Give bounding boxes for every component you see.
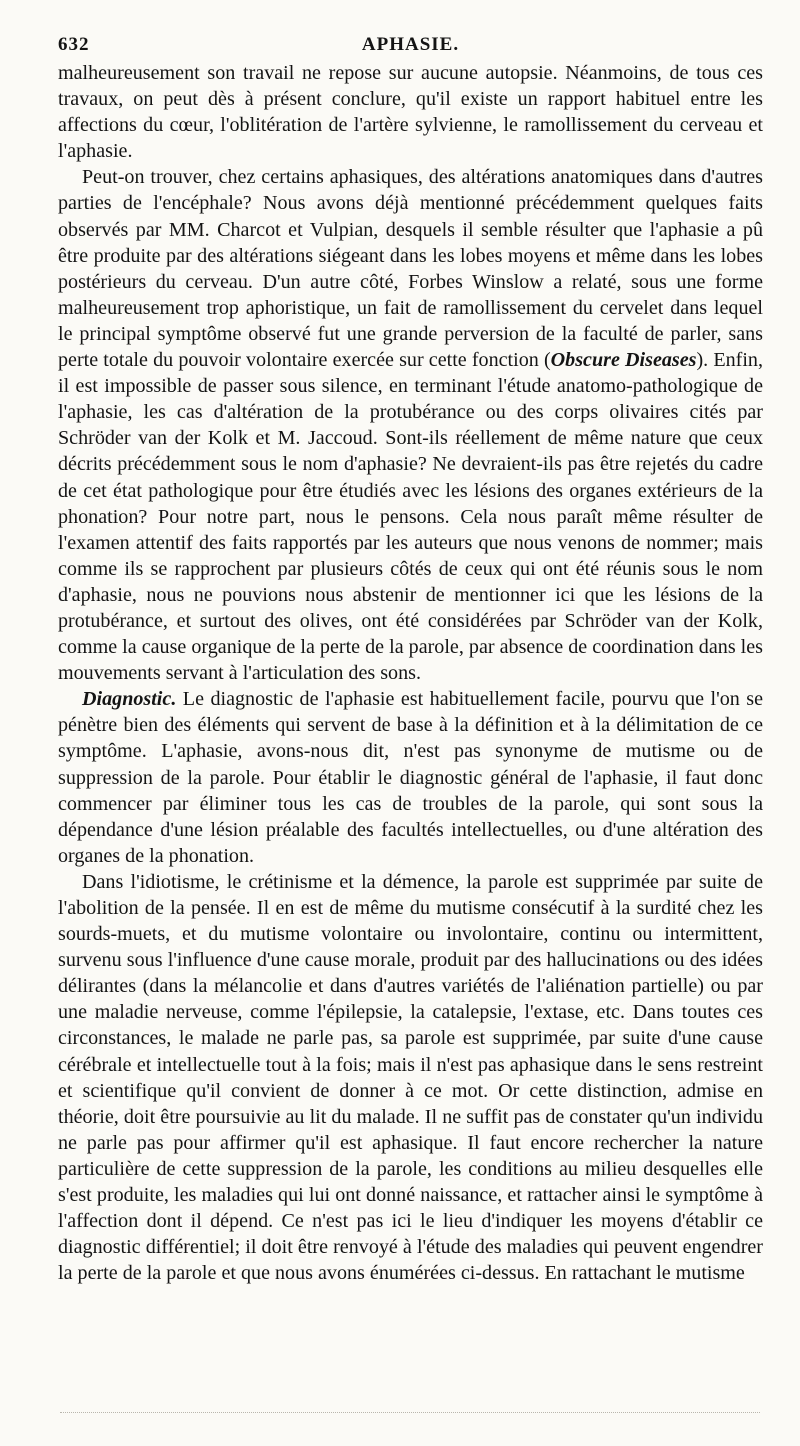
page-number: 632	[58, 34, 90, 55]
paragraph-text: Dans l'idiotisme, le crétinisme et la démence, la parole est supprimée par suite de l'abolition de la pensée. Il en est de même du mutisme consécutif à la surdité chez les sourds-muets, et du mutisme volontaire ou involontaire, continu ou intermittent, survenu sous l'influence d'une cause morale, produit par des hallucinations ou des idées délirantes (dans la mélancolie et dans d'autres variétés de l'aliénation partielle) ou par une maladie nerveuse, comme l'épilepsie, la catalepsie, l'extase, etc. Dans toutes ces circonstances, le malade ne parle pas, sa parole est supprimée, par suite d'une cause cérébrale et intellectuelle tout à la fois; mais il n'est pas aphasique dans le sens restreint et scientifique qu'il convient de donner à ce mot. Or cette distinction, admise en théorie, doit être poursuivie au lit du malade. Il ne suffit pas de constater qu'un individu ne parle pas pour affirmer qu'il est aphasique. Il faut encore rechercher la nature particulière de cette suppression de la parole, les conditions au milieu desquelles elle s'est produite, les maladies qui lui ont donné naissance, et rattacher ainsi le symptôme à l'affection dont il dépend. Ce n'est pas ici le lieu d'indiquer les moyens d'établir ce diagnostic différentiel; il doit être renvoyé à l'étude des maladies qui peuvent engendrer la perte de la parole et que nous avons énumérées ci-dessus. En rattachant le mutisme	[58, 870, 763, 1285]
paragraph-idiotisme	[58, 869, 763, 1287]
paragraph-text: Peut-on trouver, chez certains aphasiques, des altérations anatomiques dans d'autres parties de l'encéphale? Nous avons déjà mentionné précédemment quelques faits observés par MM. Charcot et Vulpian, desquels il semble résulter que l'aphasie a pû être produite par des altérations siégeant dans les lobes moyens et même dans les lobes postérieurs du cerveau. D'un autre côté, Forbes Winslow a relaté, sous une forme malheureusement trop aphoristique, un fait de ramollissement du cervelet dans lequel le principal symptôme observé fut une grande perversion de la faculté de parler, sans perte totale du pouvoir volontaire exercée sur cette fonction (Obscure Diseases). Enfin, il est impossible de passer sous silence, en terminant l'étude anatomo-pathologique de l'aphasie, les cas d'altération de la protubérance ou des corps olivaires cités par Schröder van der Kolk et M. Jaccoud. Sont-ils réellement de même nature que ceux décrits précédemment sous le nom d'aphasie? Ne devraient-ils pas être rejetés du cadre de cet état pathologique pour être étudiés avec les lésions des organes extérieurs de la phonation? Pour notre part, nous le pensons. Cela nous paraît même résulter de l'examen attentif des faits rapportés par les auteurs que nous venons de nommer; mais comme ils se rapprochent par plusieurs côtés de ceux qui ont été réunis sous le nom d'aphasie, nous ne pouvions nous abstenir de mentionner ici que les lésions de la protubérance, et surtout des olives, ont été considérées par Schröder van der Kolk, comme la cause organique de la perte de la parole, par absence de coordination dans les mouvements servant à l'articulation des sons.	[58, 166, 763, 685]
running-title: APHASIE.	[361, 34, 460, 55]
paragraph-diagnostic	[58, 686, 763, 869]
page-header	[58, 30, 763, 60]
section-heading-diagnostic: Diagnostic.	[82, 688, 177, 711]
body-text	[58, 60, 763, 1286]
paragraph-text: Le diagnostic de l'aphasie est habituellement facile, pourvu que l'on se pénètre bien des éléments qui servent de base à la définition et à la délimitation de ce symptôme. L'aphasie, avons-nous dit, n'est pas synonyme de mutisme ou de suppression de la parole. Pour établir le diagnostic général de l'aphasie, il faut donc commencer par éliminer tous les cas de troubles de la parole, qui sont sous la dépendance d'une lésion préalable des facultés intellectuelles, ou d'une altération des organes de la phonation.	[58, 688, 763, 867]
paragraph-anatomy	[58, 164, 763, 686]
paragraph-text: malheureusement son travail ne repose sur aucune autopsie. Néanmoins, de tous ces travaux, on peut dès à présent conclure, qu'il existe un rapport habituel entre les affections du cœur, l'oblitération de l'artère sylvienne, le ramollissement du cerveau et l'aphasie.	[58, 62, 763, 163]
book-page	[58, 30, 763, 1286]
page-bottom-edge	[60, 1412, 760, 1415]
cited-title: Obscure Diseases	[550, 349, 697, 372]
paragraph-continuation	[58, 60, 763, 164]
